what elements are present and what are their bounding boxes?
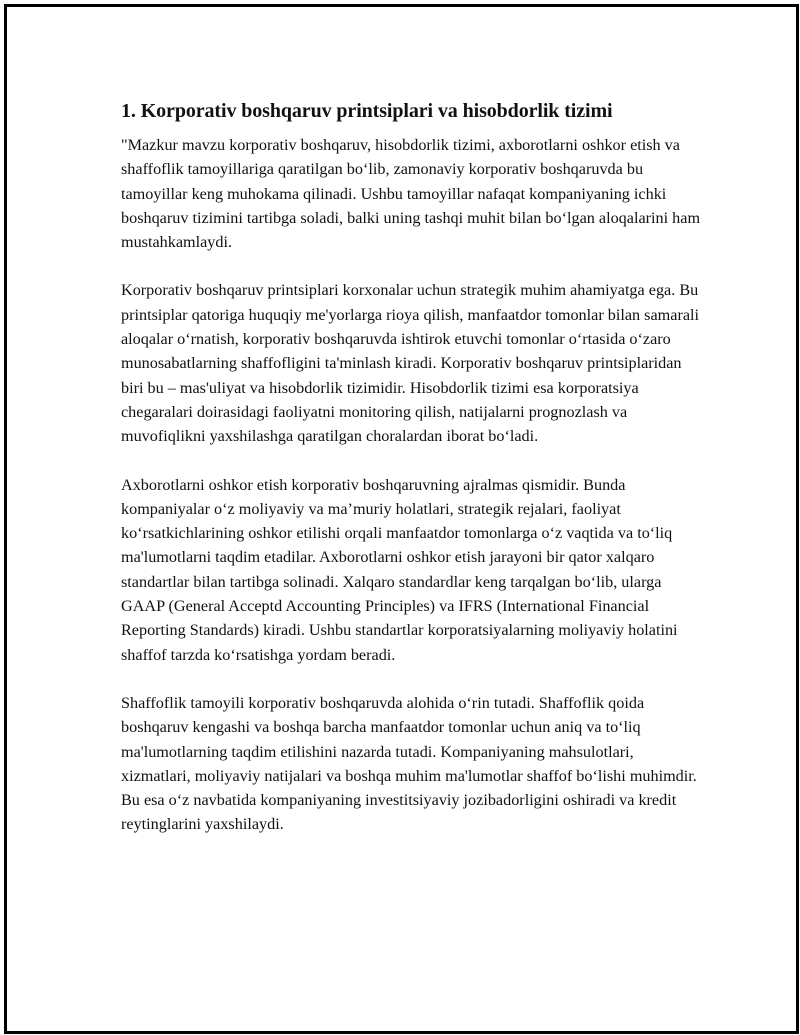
document-body <box>121 97 701 861</box>
paragraph-disclosure: Axborotlarni oshkor etish korporativ boshqaruvning ajralmas qismidir. Bunda kompaniyalar o‘z moliyaviy va ma’muriy holatlari, strategik rejalari, faoliyat ko‘rsatkichlarining oshkor etilishi orqali manfaatdor tomonlarga o‘z vaqtida va to‘liq ma'lumotlarni taqdim etadilar. Axborotlarni oshkor etish jarayoni bir qator xalqaro standartlar bilan tartibga solinadi. Xalqaro standardlar keng tarqalgan bo‘lib, ularga GAAP (General Acceptd Accounting Principles) va IFRS (International Financial Reporting Standards) kiradi. Ushbu standartlar korporatsiyalarning moliyaviy holatini shaffof tarzda ko‘rsatishga yordam beradi. <box>121 475 678 664</box>
paragraph-governance-principles: Korporativ boshqaruv printsiplari korxonalar uchun strategik muhim ahamiyatga ega. Bu printsiplar qatoriga huquqiy me'yorlarga rioya qilish, manfaatdor tomonlar bilan samarali aloqalar o‘rnatish, korporativ boshqaruvda ishtirok etuvchi tomonlar o‘rtasida o‘zaro munosabatlarning shaffofligini ta'minlash kiradi. Korporativ boshqaruv printsiplaridan biri bu – mas'uliyat va hisobdorlik tizimidir. Hisobdorlik tizimi esa korporatsiya chegaralari doirasidagi faoliyatni monitoring qilish, natijalarni prognozlash va muvofiqlikni yaxshilashga qaratilgan choralardan iborat bo‘ladi. <box>121 281 700 446</box>
section-heading: 1. Korporativ boshqaruv printsiplari va hisobdorlik tizimi <box>121 100 613 122</box>
paragraph-intro: "Mazkur mavzu korporativ boshqaruv, hisobdorlik tizimi, axborotlarni oshkor etish va shaffoflik tamoyillariga qaratilgan bo‘lib, zamonaviy korporativ boshqaruvda bu tamoyillar keng muhokama qilinadi. Ushbu tamoyillar nafaqat kompaniyaning ichki boshqaruv tizimini tartibga soladi, balki uning tashqi muhit bilan bo‘lgan aloqalarini ham mustahkamlaydi. <box>121 136 701 252</box>
paragraph-transparency: Shaffoflik tamoyili korporativ boshqaruvda alohida o‘rin tutadi. Shaffoflik qoida boshqaruv kengashi va boshqa barcha manfaatdor tomonlar uchun aniq va to‘liq ma'lumotlarning taqdim etilishini nazarda tutadi. Kompaniyaning mahsulotlari, xizmatlari, moliyaviy natijalari va boshqa muhim ma'lumotlar shaffof bo‘lishi muhimdir. Bu esa o‘z navbatida kompaniyaning investitsiyaviy jozibadorligini oshiradi va kredit reytinglarini yaxshilaydi. <box>121 693 697 834</box>
page-frame <box>4 4 799 1034</box>
